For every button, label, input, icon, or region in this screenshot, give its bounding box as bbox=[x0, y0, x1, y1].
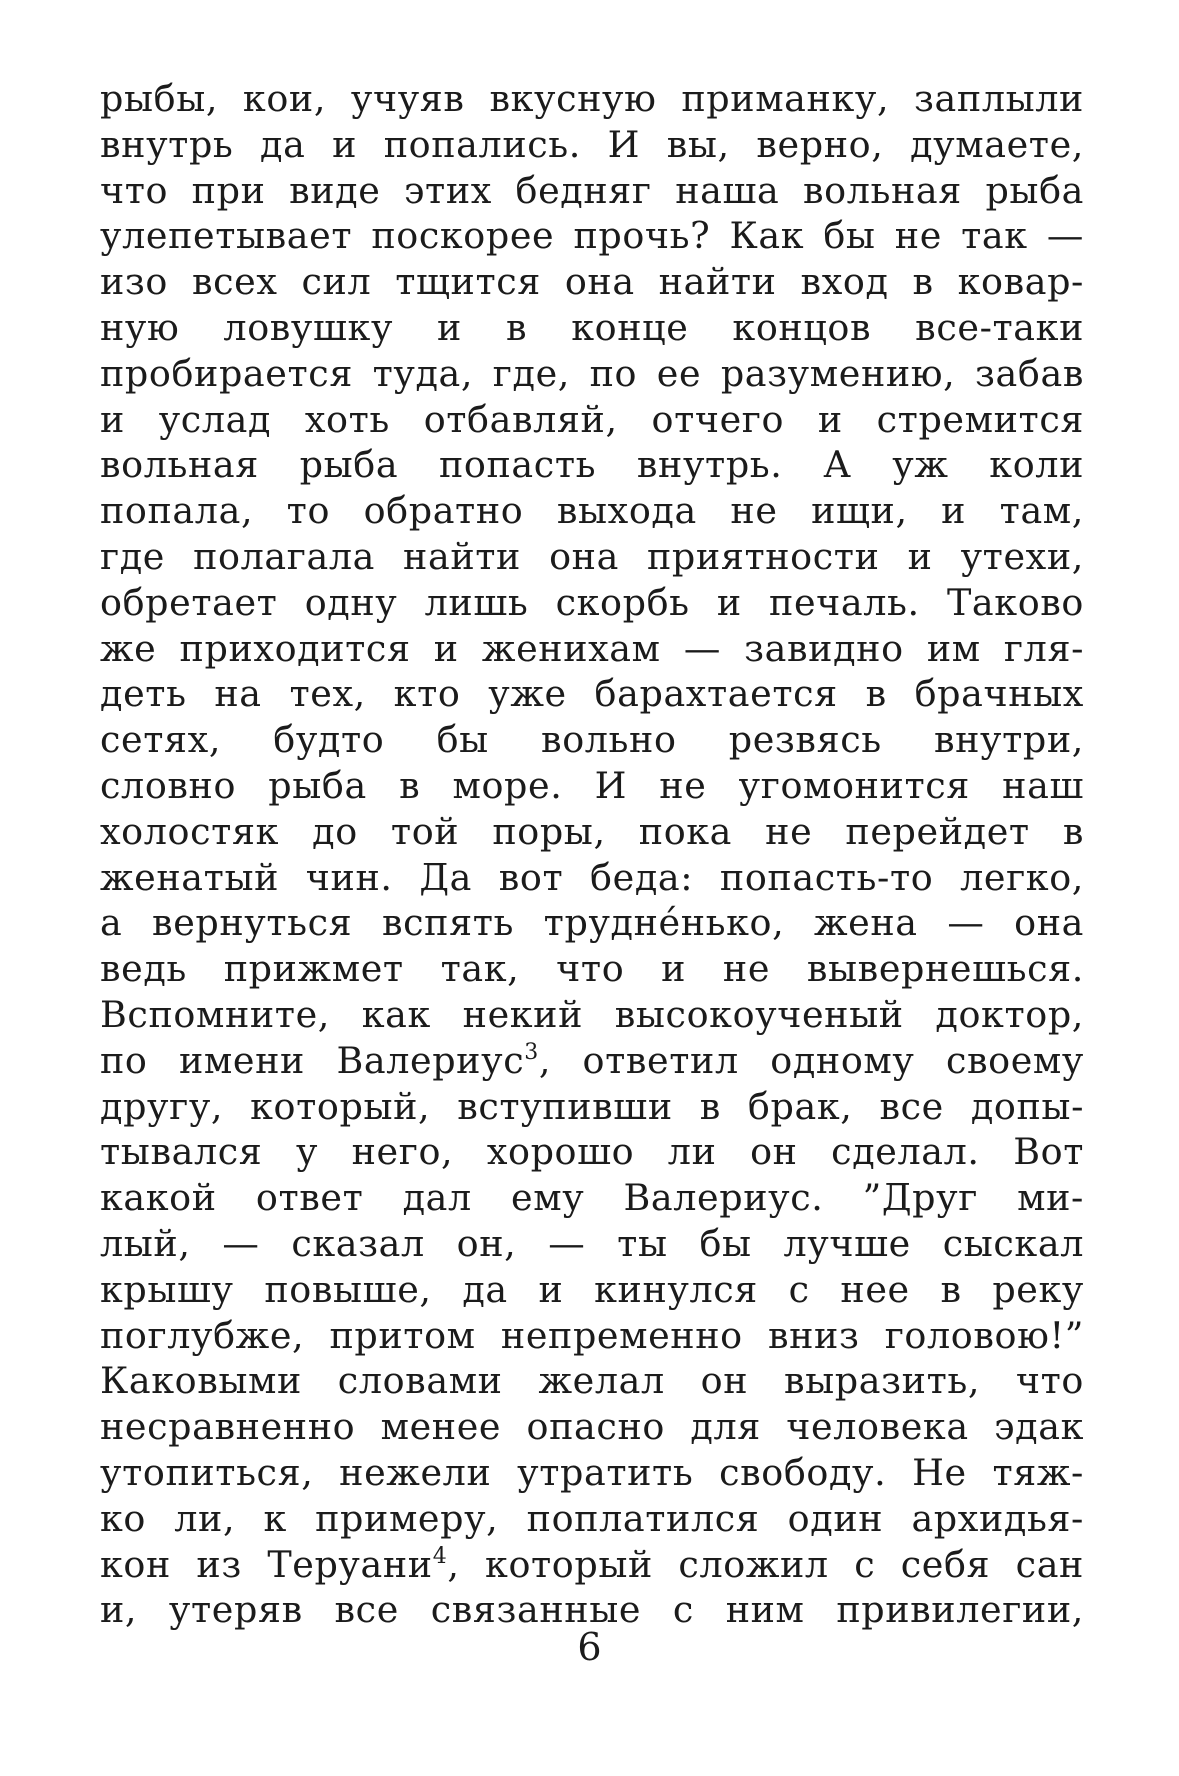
text-line: рыбы, кои, учуяв вкусную приманку, заплыли bbox=[100, 77, 1084, 120]
text-line: ную ловушку и в конце концов все-таки bbox=[100, 305, 1084, 349]
text-line: поглубже, притом непременно вниз головою!” bbox=[100, 1313, 1084, 1357]
text-line: крышу повыше, да и кинулся с нее в реку bbox=[100, 1267, 1084, 1311]
text-line: другу, который, вступивши в брак, все допы- bbox=[100, 1084, 1084, 1128]
text-line: и услад хоть отбавляй, отчего и стремится bbox=[100, 397, 1084, 441]
text-fragment: по имени Валериус bbox=[100, 1038, 525, 1082]
footnote-marker: 3 bbox=[524, 1039, 539, 1065]
text-line: внутрь да и попались. И вы, верно, думаете, bbox=[100, 122, 1084, 166]
text-line: Вспомните, как некий высокоученый доктор, bbox=[100, 992, 1084, 1036]
text-line: а вернуться вспять трудне́нько, жена — она bbox=[100, 901, 1084, 945]
text-fragment: кон из Теруани bbox=[100, 1542, 433, 1586]
text-line: утопиться, нежели утратить свободу. Не тяж- bbox=[100, 1450, 1084, 1494]
text-line: и, утеряв все связанные с ним привилегии, bbox=[100, 1588, 1084, 1632]
text-line: лый, — сказал он, — ты бы лучше сыскал bbox=[100, 1221, 1084, 1265]
text-line: ко ли, к примеру, поплатился один архидья- bbox=[100, 1496, 1084, 1540]
text-line: холостяк до той поры, пока не перейдет в bbox=[100, 809, 1084, 853]
text-line-with-footnote bbox=[100, 1038, 1084, 1084]
text-line: вольная рыба попасть внутрь. А уж коли bbox=[100, 443, 1084, 487]
text-line: ведь прижмет так, что и не вывернешься. bbox=[100, 947, 1084, 991]
text-line: попала, то обратно выхода не ищи, и там, bbox=[100, 489, 1084, 533]
text-line: что при виде этих бедняг наша вольная рыба bbox=[100, 168, 1084, 212]
text-line: деть на тех, кто уже барахтается в брачных bbox=[100, 672, 1084, 716]
text-line-with-footnote bbox=[100, 1542, 1084, 1588]
text-line: улепетывает поскорее прочь? Как бы не так — bbox=[100, 214, 1084, 258]
text-line: словно рыба в море. И не угомонится наш bbox=[100, 763, 1084, 807]
text-line: какой ответ дал ему Валериус. ”Друг ми- bbox=[100, 1176, 1084, 1220]
text-line: несравненно менее опасно для человека эдак bbox=[100, 1405, 1084, 1449]
page-number: 6 bbox=[577, 1625, 602, 1669]
text-line: обретает одну лишь скорбь и печаль. Таково bbox=[100, 580, 1084, 624]
text-line: изо всех сил тщится она найти вход в ковар- bbox=[100, 260, 1084, 304]
text-line: пробирается туда, где, по ее разумению, забав bbox=[100, 351, 1084, 395]
text-line: женатый чин. Да вот беда: попасть-то легко, bbox=[100, 855, 1084, 899]
text-line: где полагала найти она приятности и утехи, bbox=[100, 534, 1084, 578]
text-fragment: , который сложил с себя сан bbox=[447, 1542, 1084, 1586]
text-fragment: , ответил одному своему bbox=[538, 1038, 1084, 1082]
footnote-marker: 4 bbox=[432, 1543, 448, 1569]
body-text bbox=[100, 76, 1084, 1633]
text-line: тывался у него, хорошо ли он сделал. Вот bbox=[100, 1130, 1084, 1174]
text-line: же приходится и женихам — завидно им гля- bbox=[100, 626, 1084, 670]
text-line: сетях, будто бы вольно резвясь внутри, bbox=[100, 718, 1084, 762]
text-line: Каковыми словами желал он выразить, что bbox=[100, 1359, 1084, 1403]
